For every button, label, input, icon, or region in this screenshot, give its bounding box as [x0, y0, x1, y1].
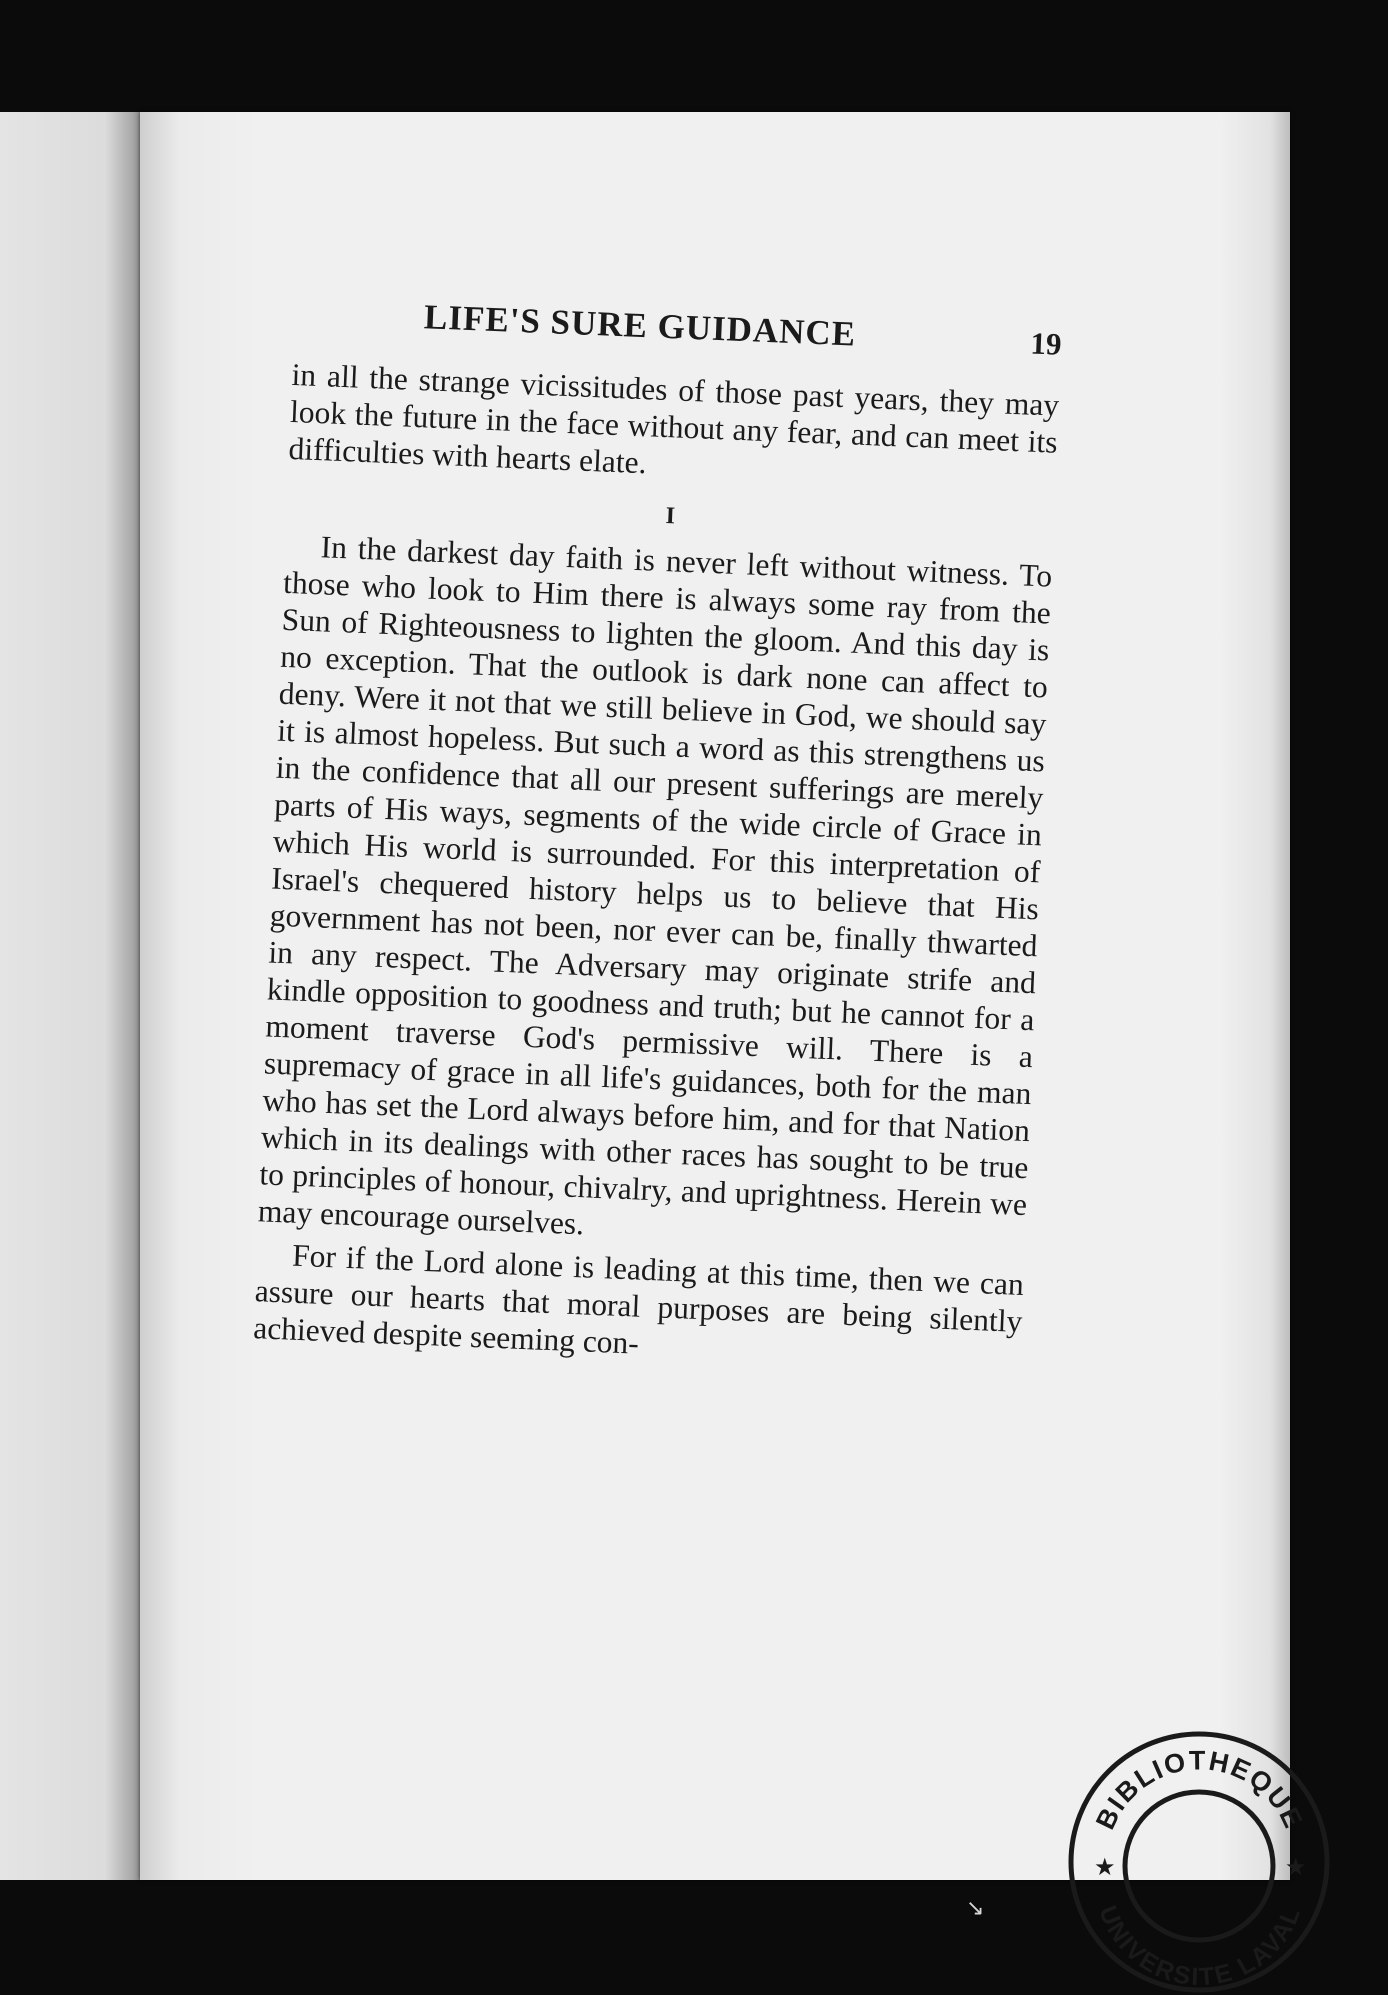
section-paragraph-2: For if the Lord alone is leading at this time, then we can assure our hearts that moral purposes are being silently achieved despite seeming con- — [252, 1237, 1025, 1361]
stamp-bottom-text: UNIVERSITE LAVAL — [1093, 1901, 1307, 1992]
section-numeral: I — [665, 503, 676, 530]
scan-artifact-mark: ↘ — [966, 1896, 985, 1921]
stamp-inner-ring — [1125, 1792, 1273, 1940]
running-head-title: LIFE'S SURE GUIDANCE — [423, 297, 857, 354]
opening-paragraph: in all the strange vicissitudes of those past years, they may look the future in the face without any fear, and can meet its difficulties with hearts elate. — [288, 356, 1060, 481]
book-page — [140, 112, 1310, 1992]
stamp-top-text: BIBLIOTHEQUE — [1089, 1745, 1310, 1834]
page-number: 19 — [1029, 325, 1063, 362]
page-text-block — [253, 292, 1063, 1377]
previous-page-edge — [0, 112, 150, 1880]
stamp-star-icon-right: ★ — [1285, 1853, 1307, 1881]
section-paragraph-1: In the darkest day faith is never left without witness. To those who look to Him there is always some ray from the Sun of Righteousness to lighten the gloom. And this day is no exception. That the outlook is dark none can affect to deny. Were it not that we still believe in God, we should say it is almost hopeless. But such a word as this strengthens us in the confidence that all our present sufferings are merely parts of His ways, segments of the wide circle of Grace in which His world is surrounded. For this interpretation of Israel's chequered history helps us to believe that His government has not been, nor ever can be, finally thwarted in any respect. The Adversary may originate strife and kindle opposition to goodness and truth; but he cannot for a moment traverse God's permissive will. There is a supremacy of grace in all life's guidances, both for the man who has set the Lord always before him, and for that Nation which in its dealings with other races has sought to be true to principles of honour, chivalry, and uprightness. Herein we may encourage ourselves. — [257, 529, 1053, 1242]
stamp-star-icon-left: ★ — [1094, 1853, 1116, 1881]
library-stamp — [1067, 1730, 1332, 1995]
